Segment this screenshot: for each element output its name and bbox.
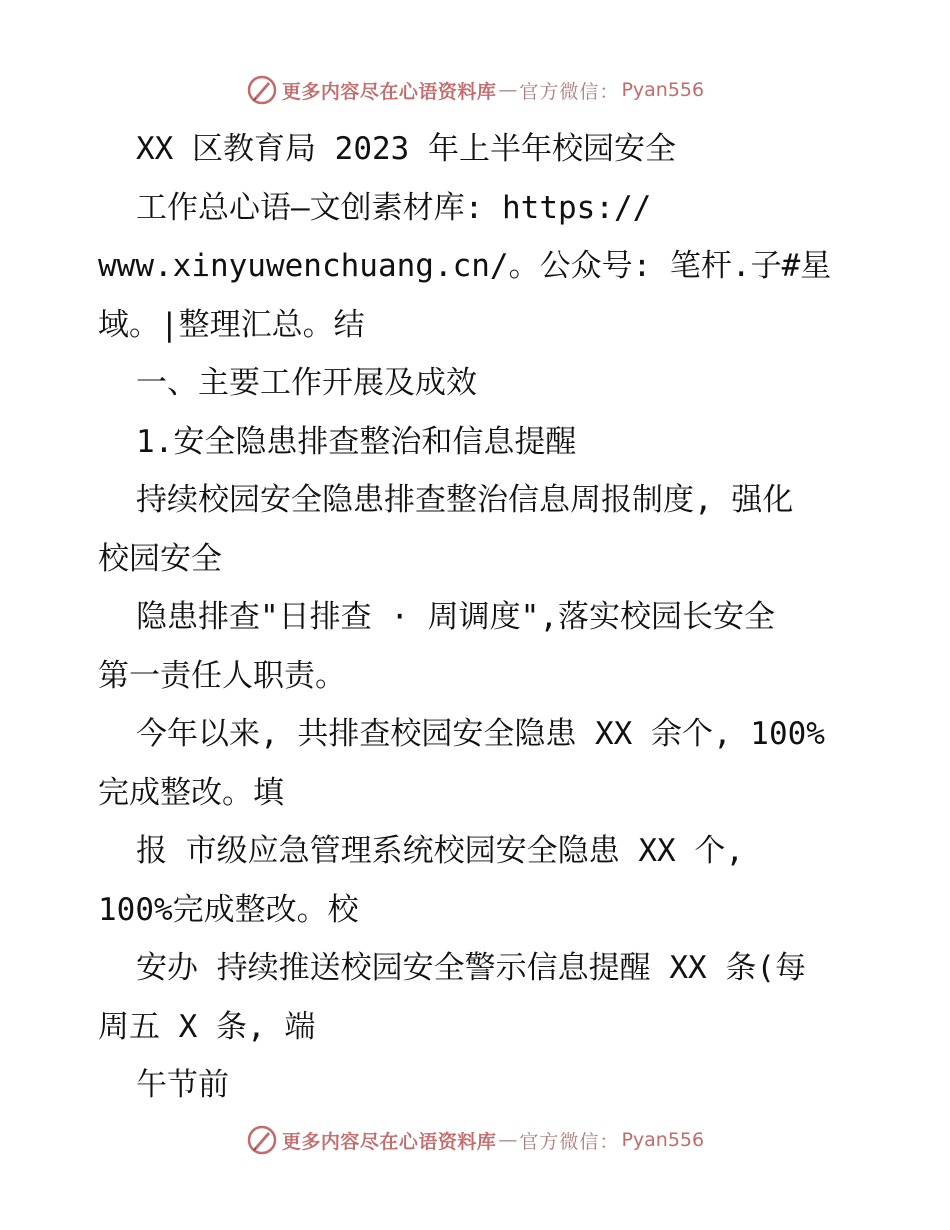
paragraph-line: 隐患排查"日排查 · 周调度",落实校园长安全 — [136, 599, 775, 635]
document-title-line: 工作总心语—文创素材库: https:// — [136, 189, 652, 226]
footer-watermark — [0, 1120, 950, 1160]
watermark-wechat-id: Pyan556 — [621, 79, 705, 101]
paragraph-line: 安办 持续推送校园安全警示信息提醒 XX 条(每 — [136, 950, 806, 986]
watermark-wechat-label: 官方微信： — [519, 80, 620, 103]
paragraph-line: 100%完成整改。校 — [98, 891, 359, 928]
paragraph-line: 今年以来, 共排查校园安全隐患 XX 余个, 100% — [136, 716, 825, 752]
watermark-text: 更多内容尽在心语资料库 — [281, 1130, 497, 1153]
paragraph-line: 第一责任人职责。 — [98, 657, 346, 694]
header-watermark — [0, 70, 950, 110]
document-title-line: XX 区教育局 2023 年上半年校园安全 — [136, 131, 676, 167]
paragraph-line: 持续校园安全隐患排查整治信息周报制度, 强化 — [136, 482, 794, 518]
paragraph-line: 报 市级应急管理系统校园安全隐患 XX 个, — [136, 833, 744, 869]
paragraph-line: 完成整改。填 — [98, 774, 284, 811]
document-title-line: www.xinyuwenchuang.cn/。公众号: 笔杆.子#星 — [98, 248, 832, 284]
quill-pen-in-circle-icon — [246, 74, 278, 106]
document-body — [98, 120, 858, 1115]
document-title-line: 域。|整理汇总。结 — [98, 306, 365, 343]
watermark-wechat-id: Pyan556 — [621, 1129, 705, 1151]
section-heading: 一、主要工作开展及成效 — [136, 365, 477, 401]
subsection-heading: 1.安全隐患排查整治和信息提醒 — [136, 423, 577, 460]
paragraph-line: 午节前 — [136, 1067, 229, 1103]
paragraph-line: 周五 X 条, 端 — [98, 1008, 316, 1045]
quill-pen-in-circle-icon — [246, 1124, 278, 1156]
watermark-dash: — — [498, 79, 518, 101]
watermark-dash: — — [498, 1129, 518, 1151]
watermark-wechat-label: 官方微信： — [519, 1130, 620, 1153]
watermark-text: 更多内容尽在心语资料库 — [281, 80, 497, 103]
paragraph-line: 校园安全 — [98, 540, 222, 577]
